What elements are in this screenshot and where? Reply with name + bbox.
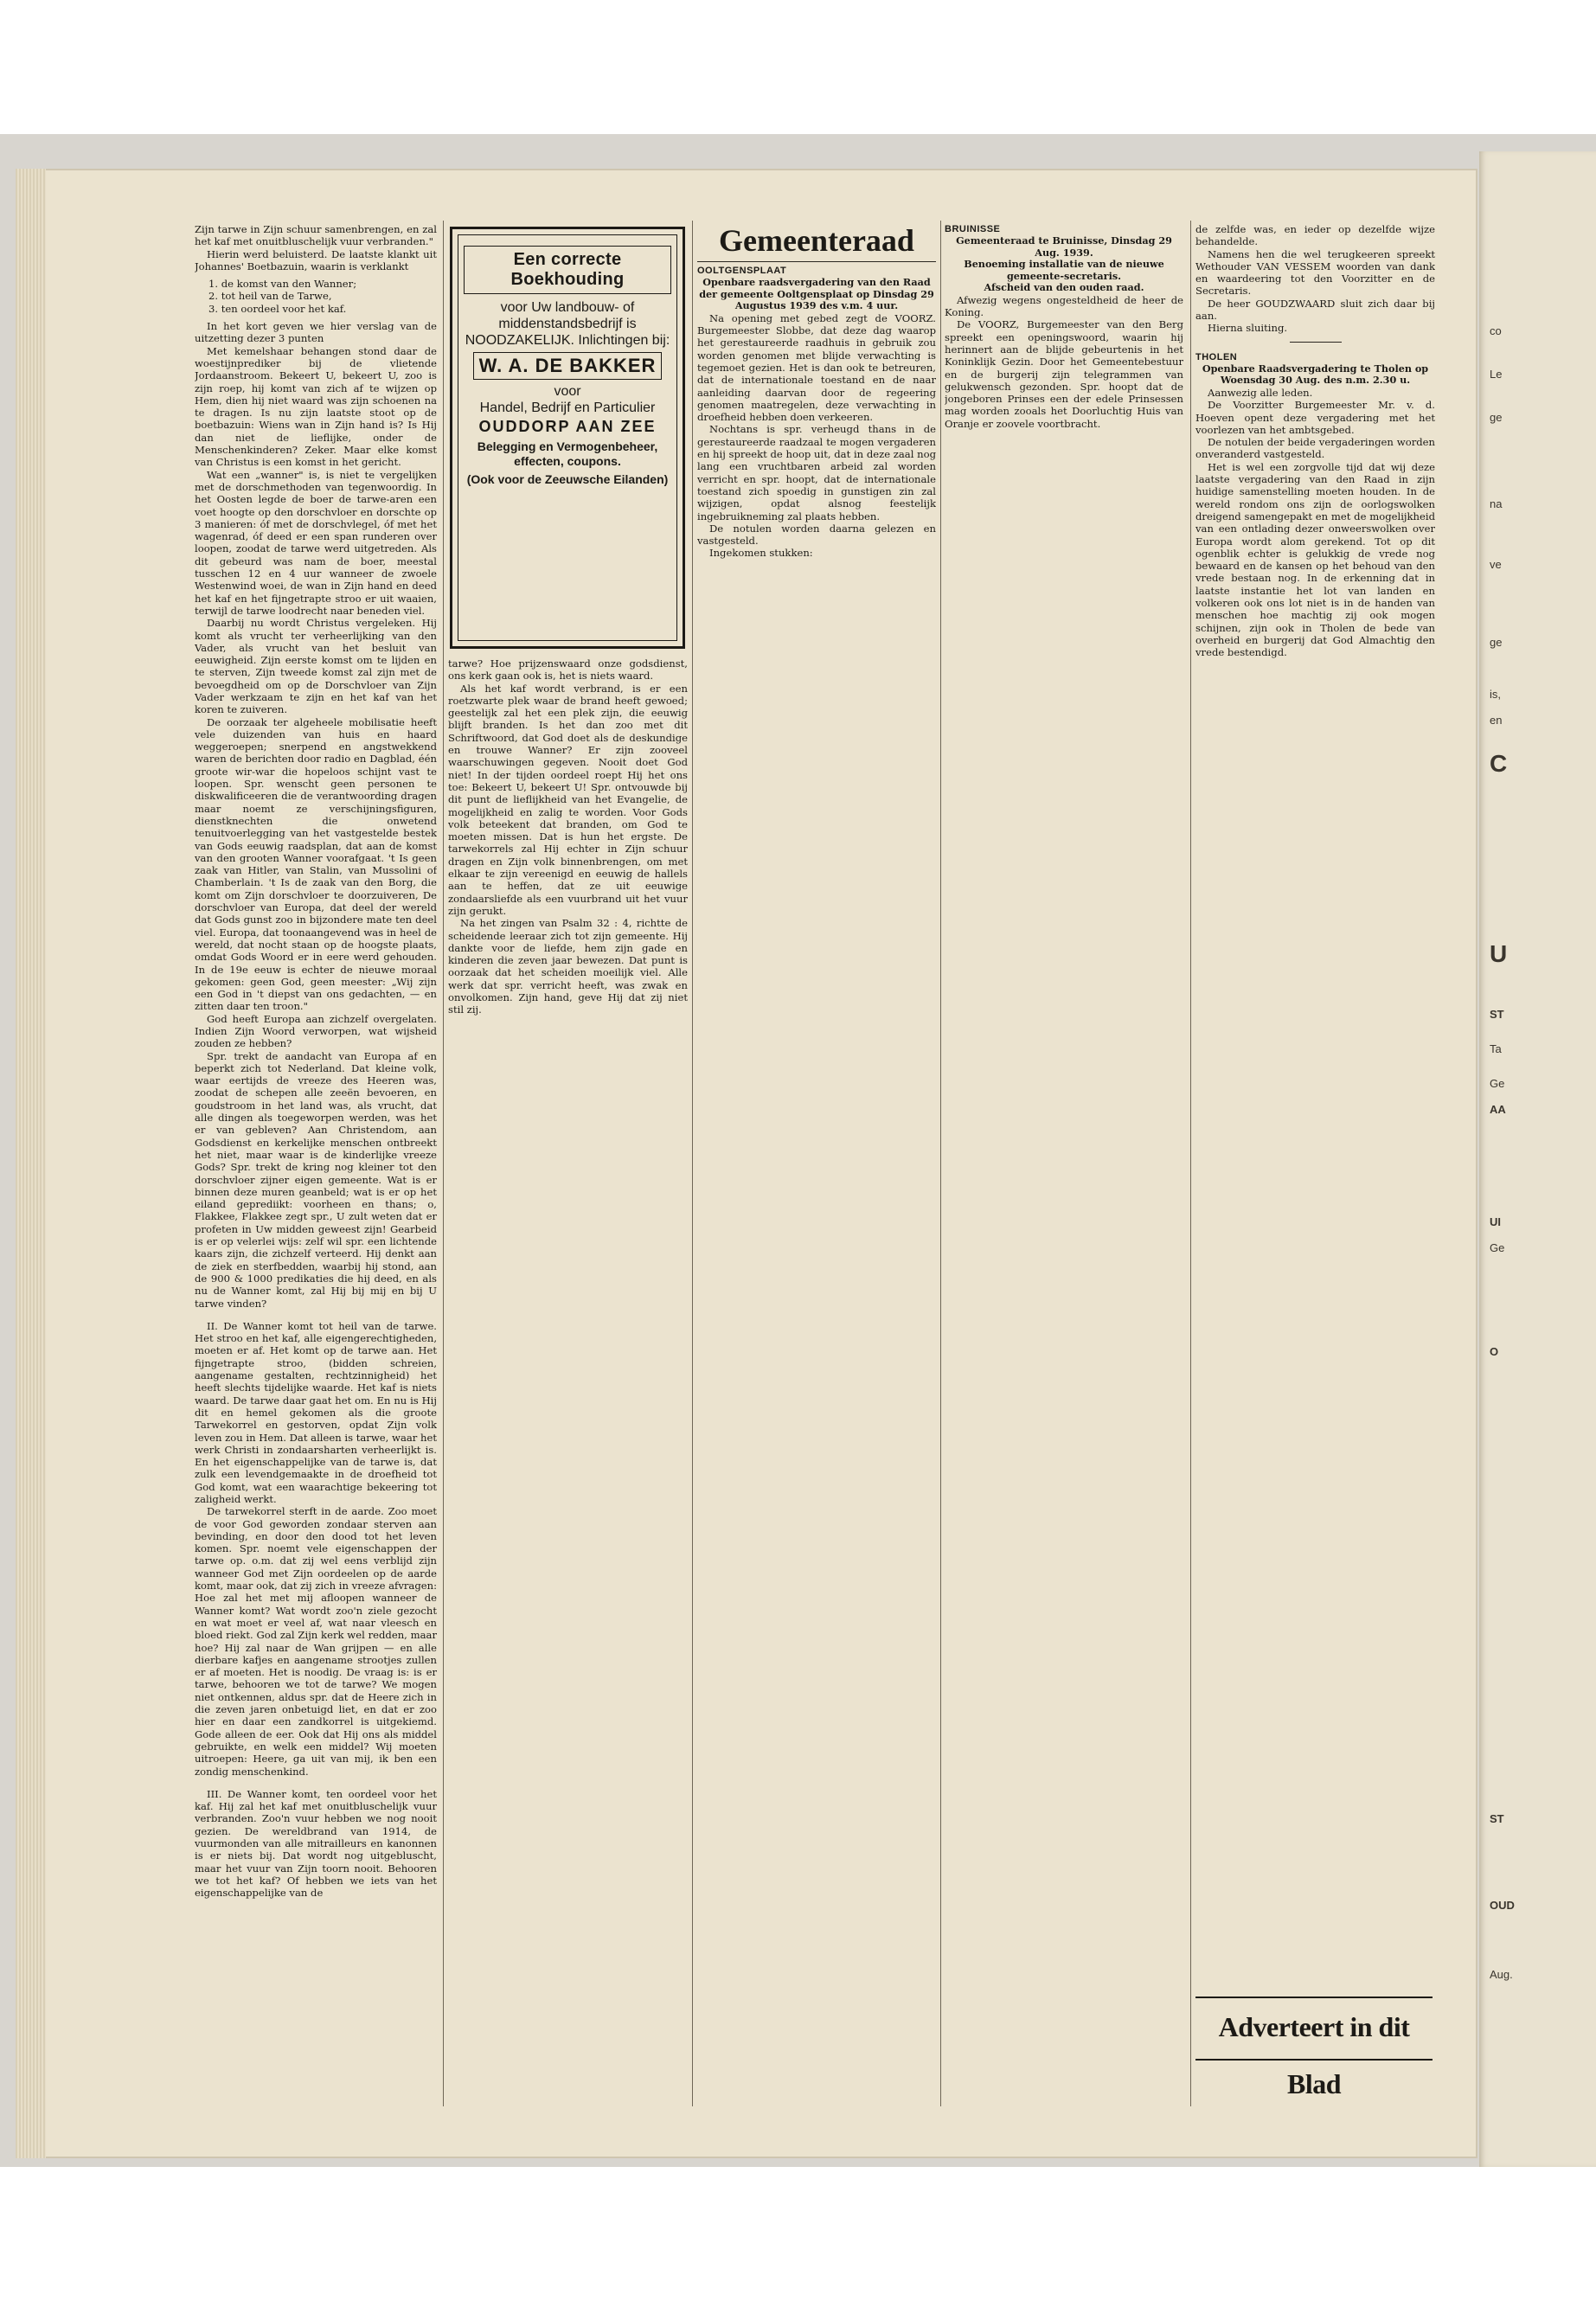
advert-banner: Adverteert in dit Blad [1195, 1997, 1433, 2061]
paragraph: III. De Wanner komt, ten oordeel voor het kaf. Hij zal het kaf met onuitbluschelijk vuur verbranden. Zoo'n vuur hebben we nog nooit gezien. De wereldbrand van 1914, de vuurmonden van alle mitrailleurs en kanonnen is er niets bij. Dat wordt nog uitgebluscht, maar het vuur van Zijn toorn nooit. Behooren we tot het kaf? Of hebben we iets van het eigenschappelijke van de [195, 1787, 437, 1900]
column-rule [940, 221, 941, 2106]
section-heading: THOLEN [1195, 351, 1238, 362]
fragment-text: ge [1490, 411, 1503, 424]
fragment-text: O [1490, 1345, 1499, 1358]
ad-place: OUDDORP AAN ZEE [478, 418, 657, 435]
fragment-text: is, [1490, 688, 1501, 701]
column-tholen [1195, 223, 1435, 2083]
adjacent-page-fragment [1479, 151, 1596, 2167]
paragraph: De notulen worden daarna gelezen en vastgesteld. [697, 522, 936, 548]
fragment-text: na [1490, 497, 1503, 510]
paragraph: God heeft Europa aan zichzelf overgelaten. Indien Zijn Woord verworpen, wat wijsheid zouden ze hebben? [195, 1012, 437, 1050]
column-gemeenteraad [697, 223, 936, 2083]
sub-heading: Openbare raadsvergadering van den Raad der gemeente Ooltgensplaat op Dinsdag 29 Augustus 1939 des v.m. 4 uur. [699, 276, 934, 312]
paragraph: Aanwezig alle leden. [1208, 386, 1313, 399]
paragraph: II. De Wanner komt tot heil van de tarwe. Het stroo en het kaf, alle eigengerechtigheden, moeten er af. Het komt op de tarwe aan. Het fijngetrapte stroo, (bidden schreien, aangename gestalten, rechtzinnigheid) het heeft slechts tijdelijke waarde. Het kaf is niets waard. De tarwe daar gaat het om. En nu is Hij dit en hemel gekomen als die groote Tarwekorrel en gestorven, opdat Zijn volk leven zou in Hem. Dat alleen is tarwe, waar het werk Christi in zondaarsharten verheerlijkt is. En het eigenschappelijke van de tarwe is, dat zulk een levendgemaakte in de droefheid tot God komt, wat een waarachtige bekeering tot zaligheid werkt. [195, 1319, 437, 1505]
paragraph: Na het zingen van Psalm 32 : 4, richtte de scheidende leeraar zich tot zijn gemeente. Hij dankte voor de liefde, hem zijn gade en kinderen die zeven jaar bewezen. Dat punt is oorzaak dat het scheiden moeilijk viel. Alle werk dat spr. verricht heeft, was zwak en onvolkomen. Zijn hand, geve Hij dat zij niet stil zij. [448, 917, 688, 1016]
paragraph: Afwezig wegens ongesteldheid de heer de Koning. [945, 293, 1183, 319]
masthead-rule [697, 261, 936, 262]
paragraph: Daarbij nu wordt Christus vergeleken. Hij komt als vrucht ter verheerlijking van den Vader, als vrucht van het besluit van eeuwigheid. Zijn eerste komst om te lijden en te sterven, Zijn tweede komst zal zijn met de bevoegdheid om op de Dorschvloer van Zijn Vader werkzaam te zijn en het kaf van het koren te zuiveren. [195, 617, 437, 716]
fragment-text: Ge [1490, 1241, 1505, 1254]
fragment-text: co [1490, 324, 1502, 337]
fragment-text: ve [1490, 558, 1502, 571]
fragment-text: Le [1490, 368, 1503, 381]
list-item: 2. tot heil van de Tarwe, [208, 290, 332, 303]
sub-heading: Afscheid van den ouden raad. [984, 281, 1144, 294]
advertisement-boekhouding [450, 227, 685, 649]
fragment-text: AA [1490, 1103, 1506, 1116]
paragraph: De oorzaak ter algeheele mobilisatie heeft vele duizenden van huis en haard weggeroepen; snerpend en angstwekkend waren de berichten door radio en Dagblad, één groote wir-war die hopeloos schijnt vast te loopen. Spr. wenscht geen personen te diskwalificeeren die de verantwoording dragen maar noemt ze verschijningsfiguren, dienstknechten die onwetend tenuitvoerlegging van het vastgestelde bestek van Gods eeuwig raadsplan, dat aan de komst van den grooten Wanner voorafgaat. 't Is geen zaak van Hitler, van Stalin, van Mussolini of Chamberlain. 't Is de zaak van den Borg, die komt om Zijn dorschvloer te doorzuiveren, De dorschvloer van Europa, dat deel der wereld dat Gods gunst zoo in bijzondere mate ten deel viel. Europa, dat toonaangevend was in heel de wereld, dat nocht staan op de hoogste plaats, omdat Gods Woord er in eere werd gehouden. In de 19e eeuw is echter de nieuwe moraal gekomen: geen God, geen meester: „Wij zijn een God in 't diepst van ons gedachten, — en zitten daar ten troon." [195, 715, 437, 1013]
paragraph: Zijn tarwe in Zijn schuur samenbrengen, en zal het kaf met onuitbluschelijk vuur verbranden." [195, 223, 437, 248]
column-sermon-cont [448, 657, 688, 2214]
ad-title: Een correcte Boekhouding [464, 246, 671, 294]
section-heading: BRUINISSE [945, 224, 1001, 234]
section-heading: OOLTGENSPLAAT [697, 266, 787, 276]
paragraph: Spr. trekt de aandacht van Europa af en beperkt zich tot Nederland. Dat kleine volk, waar eertijds de vreeze des Heeren was, zoodat de schepen alle zeeën bevoeren, en goudstroom in het land was, als vrucht, dat alle dingen als toegeworpen werden, was het er van gebleven? Aan Christendom, aan Godsdienst en kerkelijke menschen ontbreekt het niet, maar waar is de kinderlijke vreeze Gods? Spr. trekt de kring nog kleiner tot den dorschvloer zijner eigen gemeente. Wat is er binnen deze muren geanbeld; wat is er op het eiland geprediikt: voorheen en thans; o, Flakkee, Flakkee zegt spr., U zult weten dat er profeten in Uw midden geweest zijn! Gearbeid is er op velerlei wijs: zelf wil spr. een lichtende kaars zijn, die zichzelf verteerd. Hij denkt aan de ziek en sterfbedden, waarbij hij stond, aan de 900 & 1000 predikaties die hij deed, en als nu de Wanner komt, zal Hij bij mij en bij U tarwe vinden? [195, 1049, 437, 1310]
fragment-text: Aug. [1490, 1968, 1513, 1981]
sub-heading: Benoeming installatie van de nieuwe gemeente-secretaris. [964, 258, 1164, 282]
list-item: 3. ten oordeel voor het kaf. [208, 302, 347, 315]
fragment-text: en [1490, 714, 1503, 727]
paragraph: De notulen der beide vergaderingen worden onveranderd vastgesteld. [1195, 436, 1435, 461]
fragment-text: OUD [1490, 1899, 1515, 1912]
paragraph: De heer GOUDZWAARD sluit zich daar bij aan. [1195, 297, 1435, 323]
paragraph: De Voorzitter Burgemeester Mr. v. d. Hoeven opent deze vergadering met het voorlezen van het ambtsgebed. [1195, 399, 1435, 436]
paragraph: Het is wel een zorgvolle tijd dat wij deze laatste vergadering van den Raad in zijn huidige samenstelling moeten houden. In de wereld rondom ons zijn de oorlogswolken dreigend samengepakt en met de mogelijkheid van een ontlading dezer onweerswolken over Europa wordt alom gerekend. Tot op dit ogenblik echter is gelukkig de vrede nog bewaard en de kansen op het behoud van den vrede bestaan nog. In de erkenning dat in laatste instantie het lot van landen en volkeren ook ons lot niet is in de handen van menschen hoe machtig zij ook mogen schijnen, zijn ook in Tholen de bede van overheid en burgerij dat God Almachtig den vrede bestendigd. [1195, 460, 1435, 659]
section-masthead: Gemeenteraad [719, 223, 914, 258]
fragment-text: C [1490, 750, 1508, 777]
advertisement-inner [458, 234, 677, 641]
paragraph: De VOORZ, Burgemeester van den Berg spreekt een openingswoord, waarin hij herinnert aan de blijde gebeurtenis in het Koninklijk Gezin. Door het Gemeentebestuur en de burgerij zijn telegrammen van gelukwensch gezonden. Spr. hoopt dat de jongeboren Prinses een der edele Prinsessen mag worden zooals het Doorluchtig Huis van Oranje er zoovele voortbracht. [945, 318, 1183, 430]
fragment-text: Ta [1490, 1042, 1502, 1055]
column-rule [443, 221, 444, 2106]
paragraph: Als het kaf wordt verbrand, is er een roetzwarte plek waar de brand heeft gewoed; geestelijk zal het een plek zijn, die eeuwig blijft branden. Is het dan zoo met dit Schriftwoord, dat God doet als de deskundige en trouwe Wanner? Er zijn zooveel waarschuwingen gegeven. Nooit doet God niet! In der tijden oordeel roept Hij het ons toe: Bekeert U, bekeert U! Spr. ontvouwde bij dit punt de lieflijkheid van het Evangelie, de mogelijkheid en zalig te worden. Voor Gods volk beteekent dat branden, om God te moeten missen. Dat is hun het ergste. De tarwekorrels zal Hij echter in Zijn schuur dragen en Zijn volk binnenbrengen, om met elkaar te zijn vereenigd en eeuwig de hallels aan te heffen, dat ze uit eeuwige zondaarsliefde als een vuurbrand uit het vuur zijn gerukt. [448, 682, 688, 917]
column-rule [1190, 221, 1191, 2106]
fragment-text: Ge [1490, 1077, 1505, 1090]
ad-text: voor [554, 384, 581, 399]
paragraph: Na opening met gebed zegt de VOORZ. Burgemeester Slobbe, dat deze dag waarop het gerestaureerde raadhuis in gebruik zou worden genomen met blijde verwachting is tegemoet gezien. Het is dan ook te betreuren, dat de internationale toestand en de naar aanleiding daarvan door de regeering genomen maatregelen, deze verwachting in droefheid hebben doen verkeeren. [697, 311, 936, 424]
paragraph: Hierin werd beluisterd. De laatste klankt uit Johannes' Boetbazuin, waarin is verklankt [195, 247, 437, 272]
paragraph: Nochtans is spr. verheugd thans in de gerestaureerde raadzaal te mogen vergaderen en hij spreekt de hoop uit, dat in deze zaal nog lang een vruchtbaren arbeid zal worden verricht en spr. hoopt, dat de internationale toestand zich spoedig in gunstigen zin zal wijzigen, opdat alsnog feestelijk ingebruikneming zal plaats hebben. [697, 423, 936, 522]
list-item: 1. de komst van den Wanner; [208, 278, 357, 291]
ad-text: (Ook voor de Zeeuwsche Eilanden) [466, 472, 669, 486]
ad-text: Belegging en Vermogenbeheer, effecten, coupons. [477, 439, 658, 468]
sub-heading: Openbare Raadsvergadering te Tholen op Woensdag 30 Aug. des n.m. 2.30 u. [1202, 362, 1429, 387]
paragraph: De tarwekorrel sterft in de aarde. Zoo moet de voor God geworden zondaar sterven aan bevinding, en door den dood tot het leven komen. Spr. noemt vele eigenschappen der tarwe op. o.m. dat zij wel eens verblijd zijn wanneer God met Zijn oordeelen op de aarde komt, maar ook, dat zij zich in vreeze afvragen: Hoe zal het met mij afloopen wanneer de Wanner komt? Wat wordt zoo'n ziele gezocht en wat moet er veel af, wat naar vleesch en bloed riekt. God zal Zijn kerk wel redden, maar hoe? Hij zal naar de Wan grijpen — en alle dierbare kafjes en aangename strootjes zullen er af moeten. Het is noodig. De vraag is: is er tarwe, behooren we tot de tarwe? We mogen niet ontkennen, aldus spr. dat de Heere zich in die zeven jaren onbetuigd liet, en dat er zoo hier en daar een zandkorrel is uitgekiemd. Gode alleen de eer. Ook dat Hij ons als middel gebruikte, en welk een middel? Wij moeten uitroepen: Heere, ga uit van mij, ik ben een zondig menschenkind. [195, 1505, 437, 1778]
paragraph: In het kort geven we hier verslag van de uitzetting dezer 3 punten [195, 320, 437, 345]
column-sermon [195, 223, 437, 2083]
paragraph: tarwe? Hoe prijzenswaard onze godsdienst, ons kerk gaan ook is, het is niets waard. [448, 657, 688, 683]
fragment-text: ge [1490, 636, 1503, 649]
fragment-text: U [1490, 940, 1508, 967]
paragraph: Namens hen die wel terugkeeren spreekt Wethouder VAN VESSEM woorden van dank en waardeering tot den Voorzitter en de Secretaris. [1195, 247, 1435, 298]
column-rule [692, 221, 693, 2106]
fragment-text: ST [1490, 1008, 1504, 1021]
column-bruinisse [945, 223, 1183, 2083]
ad-text: Handel, Bedrijf en Particulier [479, 401, 656, 415]
fragment-text: ST [1490, 1812, 1504, 1825]
page-edge [16, 169, 46, 2158]
sub-heading: Gemeenteraad te Bruinisse, Dinsdag 29 Aug. 1939. [956, 234, 1172, 259]
divider [1290, 342, 1342, 343]
paragraph: Wat een „wanner" is, is niet te vergelijken met de dorschmethoden van tegenwoordig. In het Oosten legde de boer de tarwe-aren een voet hoogte op den dorschvloer en dorschte op 3 manieren: óf met de dorschvlegel, óf met het wagenrad, óf deed er een span runderen over loopen, zoodat de tarwe werd uitgetreden. Als dit gebeurd was nam de boer, meestal tusschen 12 en 4 uur wanneer de zwoele Westenwind woei, de wan in Zijn hand en deed het kaf en het fijngetrapte stroo er uit waaien, terwijl de tarwe loodrecht naar beneden viel. [195, 468, 437, 617]
paragraph: Ingekomen stukken: [709, 547, 813, 560]
fragment-text: UI [1490, 1215, 1501, 1228]
ad-text: voor Uw landbouw- of middenstandsbedrijf is NOODZAKELIJK. Inlichtingen bij: [465, 300, 670, 348]
paragraph: Hierna sluiting. [1208, 322, 1288, 335]
paragraph: de zelfde was, en ieder op dezelfde wijze behandelde. [1195, 223, 1435, 248]
paragraph: Met kemelshaar behangen stond daar de woestijnprediker bij de vlietende Jordaanstroom. Bekeert U, bekeert U, zoo is zijn roep, hij komt van zich af te wijzen op Hem, dien hij niet waard was zijn schoenen na te dragen. Is nu zijn laatste stoot op de boetbazuin: Wiens wan in Zijn hand is? Is Hij dan niet de lieflijke, onder de Menschenkinderen? Zeker. Maar elke komst van Christus is een komst in het gericht. [195, 344, 437, 469]
ad-name: W. A. DE BAKKER [473, 352, 663, 380]
